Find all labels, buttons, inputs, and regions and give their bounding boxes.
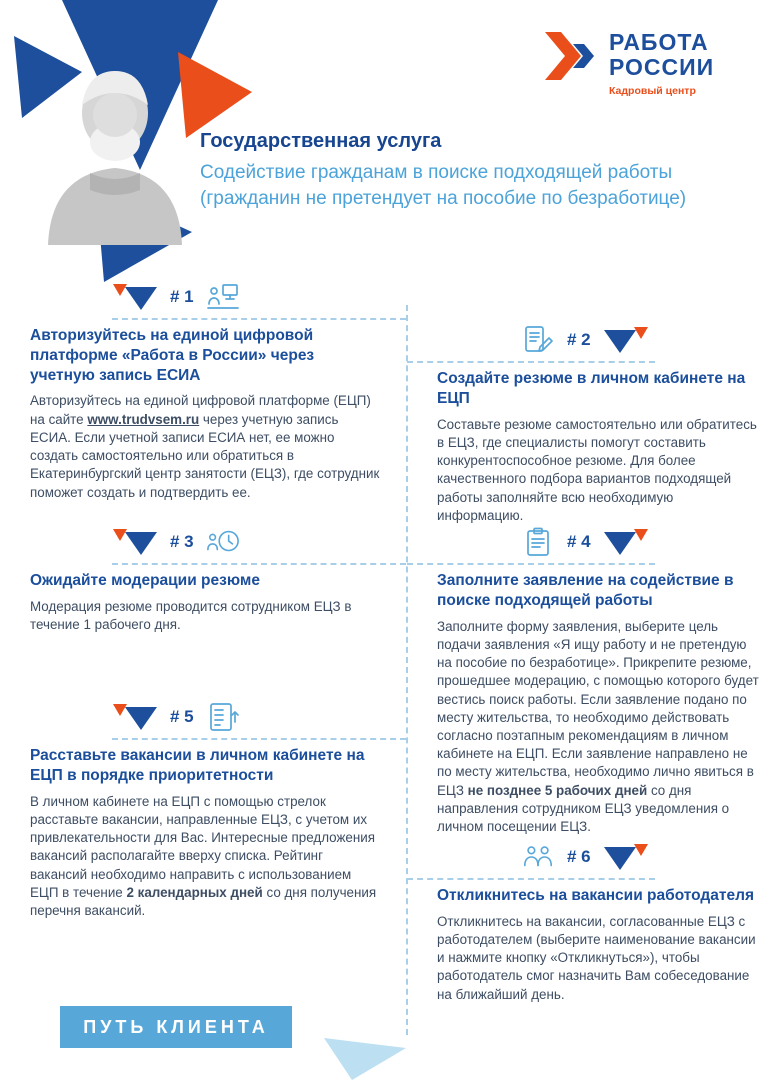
step-4 — [437, 525, 763, 836]
trudvsem-link[interactable]: www.trudvsem.ru — [87, 411, 200, 427]
moderation-wait-icon — [206, 527, 240, 557]
step-arrows-icon — [112, 528, 158, 556]
step-2-marker — [521, 323, 763, 357]
step-arrows-icon — [603, 843, 649, 871]
step-4-body — [437, 618, 763, 837]
step-2-title: Создайте резюме в личном кабинете на ЕЦП — [437, 370, 746, 407]
step-number: # 4 — [567, 532, 591, 551]
step-2 — [437, 323, 763, 525]
page-subtitle: Содействие гражданам в поиске подходящей работы (гражданин не претендует на пособие по безработице) — [200, 162, 687, 209]
vacancy-priority-icon — [206, 702, 240, 732]
step-1-body-text: через учетную запись ЕСИА. Если учетной записи ЕСИА нет, ее можно создать самостоятельно или обратиться в Екатеринбургский центр занятости (ЕЦЗ), где сотрудник поможет создать и подтвердить ее. — [30, 411, 380, 500]
path-vertical-line — [406, 305, 408, 1035]
step-1-body — [30, 392, 382, 501]
step-5-marker — [112, 700, 382, 734]
step-4-body-text: со дня направления сотрудником ЕЦЗ уведомления о личном посещении ЕЦЗ. — [437, 782, 730, 835]
step-1-body-text: Авторизуйтесь на единой цифровой платформе (ЕЦП) на сайте — [30, 393, 371, 427]
step-4-body-text: Заполните форму заявления, выберите цель подачи заявления «Я ищу работу и не претендую на пособие по безработице». Прикрепите резюме, прошедшее модерацию, с помощью которого будет вестись поиск работы. Если заявление подано по месту жительства, то необходимо действовать согласно поэтапным рекомендациям в личном кабинете на ЕЦП. Если заявление направлено не по месту жительства, необходимо лично явиться в ЕЦЗ — [437, 618, 759, 798]
step-6-body: Откликнитесь на вакансии, согласованные ЕЦЗ с работодателем (выберите наименование вакансии и нажмите кнопку «Откликнуться»), чтобы работодатель смог назначить Вам собеседование на ближайший день. — [437, 913, 756, 1002]
step-number: # 3 — [170, 532, 194, 551]
step-4-marker — [521, 525, 763, 559]
step-6-title: Откликнитесь на вакансии работодателя — [437, 887, 754, 904]
step-5 — [30, 700, 382, 920]
step-number: # 5 — [170, 707, 194, 726]
step-4-title: Заполните заявление на содействие в поиске подходящей работы — [437, 572, 734, 609]
logo-subtitle: Кадровый центр — [609, 84, 696, 97]
logo-title-line2: РОССИИ — [609, 53, 715, 80]
step-3-marker — [112, 525, 382, 559]
step-1-title: Авторизуйтесь на единой цифровой платформе «Работа в России» через учетную запись ЕСИА — [30, 327, 315, 384]
step-arrows-icon — [112, 283, 158, 311]
step-6-marker — [521, 840, 763, 874]
page-title: Государственная услуга — [200, 130, 442, 152]
logo — [543, 30, 714, 97]
step-3 — [30, 525, 382, 634]
step-1-marker — [112, 280, 382, 314]
step-4-deadline-highlight: не позднее 5 рабочих дней — [467, 782, 648, 798]
step-5-body-text: В личном кабинете на ЕЦП с помощью стрелок расставьте вакансии, направленные ЕЦЗ, с учетом их привлекательности для Вас. Интересные предложения вакансий располагайте вверху списка. Рейтинг вакансий необходимо направить с использованием ЕЦП в течение — [30, 793, 375, 900]
step-5-title: Расставьте вакансии в личном кабинете на ЕЦП в порядке приоритетности — [30, 747, 365, 784]
step-5-body — [30, 793, 382, 921]
step-5-body-text: со дня получения перечня вакансий. — [30, 884, 377, 918]
step-number: # 6 — [567, 847, 591, 866]
step-6 — [437, 840, 763, 1004]
step-2-body: Составьте резюме самостоятельно или обратитесь в ЕЦЗ, где специалисты помогут составить конкурентоспособное резюме. Для более качественного подбора вариантов подходящей работы заполняйте всю необходимую информацию. — [437, 416, 757, 523]
step-1 — [30, 280, 382, 502]
application-form-icon — [521, 527, 555, 557]
client-path-banner: ПУТЬ КЛИЕНТА — [60, 1006, 292, 1048]
resume-edit-icon — [521, 325, 555, 355]
step-3-title: Ожидайте модерации резюме — [30, 572, 260, 589]
step-arrows-icon — [603, 326, 649, 354]
logo-title-line1: РАБОТА — [609, 29, 709, 55]
step-5-deadline-highlight: 2 календарных дней — [126, 884, 263, 900]
employer-response-icon — [521, 842, 555, 872]
rabota-rossii-logo-icon — [543, 30, 597, 82]
bottom-triangle-decoration — [318, 1038, 410, 1080]
client-photo — [30, 45, 200, 245]
login-computer-icon — [206, 282, 240, 312]
step-arrows-icon — [112, 703, 158, 731]
step-number: # 2 — [567, 330, 591, 349]
step-number: # 1 — [170, 287, 194, 306]
step-arrows-icon — [603, 528, 649, 556]
step-3-body: Модерация резюме проводится сотрудником ЕЦЗ в течение 1 рабочего дня. — [30, 598, 352, 633]
